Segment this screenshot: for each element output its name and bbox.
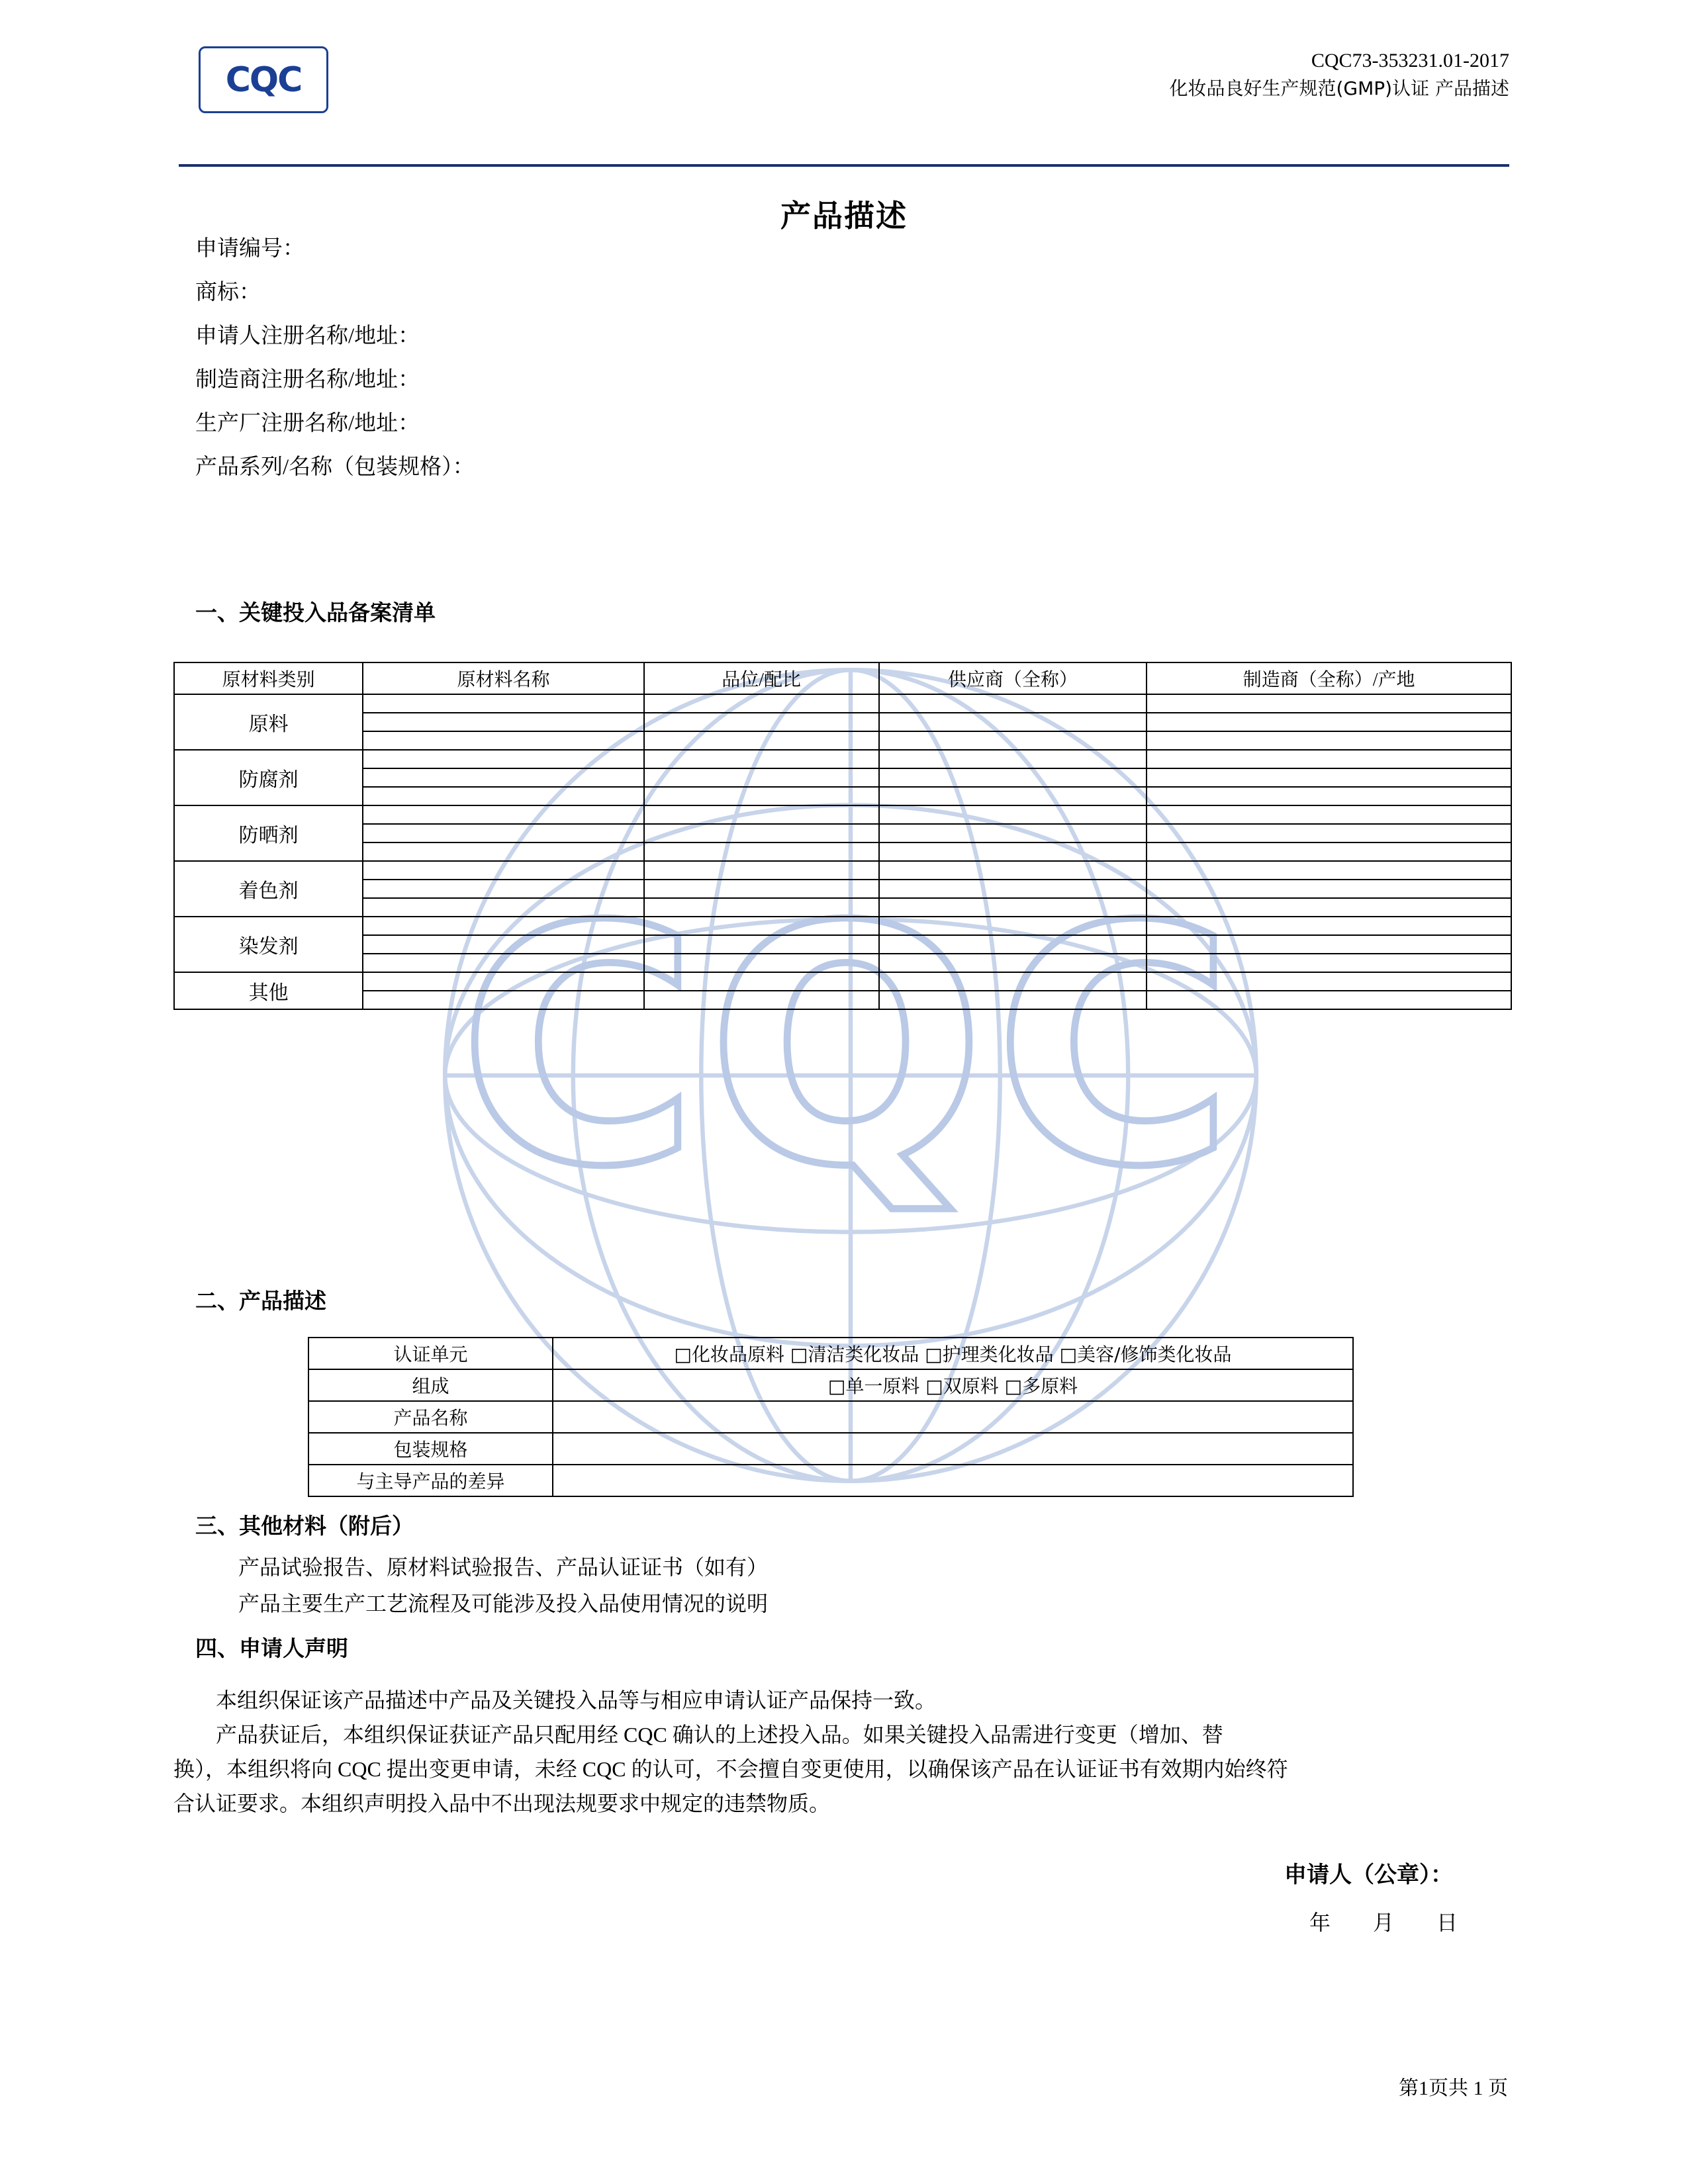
cell-grade-ratio[interactable] bbox=[644, 694, 879, 713]
cell-supplier[interactable] bbox=[879, 935, 1147, 954]
table-row bbox=[174, 917, 1511, 935]
value-certification-unit[interactable]: □化妆品原料 □清洁类化妆品 □护理类化妆品 □美容/修饰类化妆品 bbox=[553, 1338, 1353, 1369]
label-composition: 组成 bbox=[308, 1369, 553, 1401]
cell-manufacturer[interactable] bbox=[1147, 880, 1511, 898]
cell-manufacturer[interactable] bbox=[1147, 694, 1511, 713]
cell-grade-ratio[interactable] bbox=[644, 787, 879, 805]
cell-grade-ratio[interactable] bbox=[644, 972, 879, 991]
table-row bbox=[308, 1338, 1353, 1369]
cell-grade-ratio[interactable] bbox=[644, 731, 879, 750]
label-difference-from-main-product: 与主导产品的差异 bbox=[308, 1465, 553, 1496]
table-row bbox=[174, 694, 1511, 713]
document-subtitle: 化妆品良好生产规范(GMP)认证 产品描述 bbox=[1169, 77, 1509, 99]
table-row bbox=[174, 880, 1511, 898]
section-heading-4: 四、申请人声明 bbox=[195, 1635, 348, 1661]
cell-manufacturer[interactable] bbox=[1147, 805, 1511, 824]
cell-grade-ratio[interactable] bbox=[644, 750, 879, 768]
cell-material-name[interactable] bbox=[363, 935, 643, 954]
cell-grade-ratio[interactable] bbox=[644, 861, 879, 880]
cell-material-name[interactable] bbox=[363, 842, 643, 861]
material-item-1: 产品试验报告、原材料试验报告、产品认证证书（如有） bbox=[238, 1555, 769, 1579]
cell-manufacturer[interactable] bbox=[1147, 824, 1511, 842]
cell-grade-ratio[interactable] bbox=[644, 935, 879, 954]
cell-manufacturer[interactable] bbox=[1147, 935, 1511, 954]
field-trademark: 商标： bbox=[195, 281, 261, 304]
cell-supplier[interactable] bbox=[879, 898, 1147, 917]
date-line: 年 月 日 bbox=[1309, 1911, 1476, 1934]
cell-supplier[interactable] bbox=[879, 972, 1147, 991]
table-row bbox=[174, 731, 1511, 750]
cell-supplier[interactable] bbox=[879, 750, 1147, 768]
value-composition[interactable]: □单一原料 □双原料 □多原料 bbox=[553, 1369, 1353, 1401]
col-header-grade-ratio: 品位/配比 bbox=[644, 662, 879, 694]
cell-grade-ratio[interactable] bbox=[644, 713, 879, 731]
table-row bbox=[308, 1465, 1353, 1496]
table-row bbox=[174, 991, 1511, 1009]
col-header-manufacturer-origin: 制造商（全称）/产地 bbox=[1147, 662, 1511, 694]
header-divider bbox=[179, 164, 1509, 167]
col-header-material-category: 原材料类别 bbox=[174, 662, 363, 694]
cell-supplier[interactable] bbox=[879, 805, 1147, 824]
svg-text:CQC: CQC bbox=[458, 857, 1243, 1238]
cell-material-name[interactable] bbox=[363, 824, 643, 842]
col-header-material-name: 原材料名称 bbox=[363, 662, 643, 694]
cell-supplier[interactable] bbox=[879, 824, 1147, 842]
category-cell-preservative: 防腐剂 bbox=[174, 750, 363, 805]
category-cell-other: 其他 bbox=[174, 972, 363, 1009]
table-row bbox=[174, 972, 1511, 991]
cell-material-name[interactable] bbox=[363, 731, 643, 750]
cell-manufacturer[interactable] bbox=[1147, 972, 1511, 991]
table-row bbox=[308, 1401, 1353, 1433]
table-row bbox=[174, 713, 1511, 731]
cell-manufacturer[interactable] bbox=[1147, 731, 1511, 750]
table-row bbox=[174, 824, 1511, 842]
section-heading-3: 三、其他材料（附后） bbox=[195, 1513, 414, 1539]
field-application-number: 申请编号： bbox=[195, 237, 305, 261]
value-product-name[interactable] bbox=[553, 1401, 1353, 1433]
cell-supplier[interactable] bbox=[879, 787, 1147, 805]
cell-grade-ratio[interactable] bbox=[644, 805, 879, 824]
table-row bbox=[174, 954, 1511, 972]
cell-grade-ratio[interactable] bbox=[644, 880, 879, 898]
table-row bbox=[174, 787, 1511, 805]
declaration-paragraph-2: 产品获证后，本组织保证获证产品只配用经 CQC 确认的上述投入品。如果关键投入品需进行变更（增加、替 bbox=[216, 1723, 1223, 1747]
cell-material-name[interactable] bbox=[363, 805, 643, 824]
category-cell-raw-material: 原料 bbox=[174, 694, 363, 750]
cell-supplier[interactable] bbox=[879, 991, 1147, 1009]
cell-manufacturer[interactable] bbox=[1147, 954, 1511, 972]
cell-supplier[interactable] bbox=[879, 768, 1147, 787]
material-item-2: 产品主要生产工艺流程及可能涉及投入品使用情况的说明 bbox=[238, 1592, 769, 1615]
page-title: 产品描述 bbox=[780, 198, 908, 234]
category-cell-hair-dye: 染发剂 bbox=[174, 917, 363, 972]
declaration-paragraph-1: 本组织保证该产品描述中产品及关键投入品等与相应申请认证产品保持一致。 bbox=[216, 1688, 937, 1712]
field-manufacturer-name-address: 制造商注册名称/地址： bbox=[195, 368, 420, 392]
value-package-spec[interactable] bbox=[553, 1433, 1353, 1465]
cell-manufacturer[interactable] bbox=[1147, 991, 1511, 1009]
cell-material-name[interactable] bbox=[363, 750, 643, 768]
cell-manufacturer[interactable] bbox=[1147, 768, 1511, 787]
cell-supplier[interactable] bbox=[879, 954, 1147, 972]
cell-material-name[interactable] bbox=[363, 713, 643, 731]
cell-grade-ratio[interactable] bbox=[644, 768, 879, 787]
cell-grade-ratio[interactable] bbox=[644, 842, 879, 861]
cell-manufacturer[interactable] bbox=[1147, 842, 1511, 861]
cell-grade-ratio[interactable] bbox=[644, 991, 879, 1009]
cell-supplier[interactable] bbox=[879, 694, 1147, 713]
key-inputs-table bbox=[173, 662, 1512, 1010]
product-description-table bbox=[308, 1337, 1354, 1497]
cell-supplier[interactable] bbox=[879, 731, 1147, 750]
document-code: CQC73-353231.01-2017 bbox=[1311, 50, 1509, 71]
table-row bbox=[174, 935, 1511, 954]
table-row bbox=[174, 842, 1511, 861]
cell-material-name[interactable] bbox=[363, 694, 643, 713]
section-heading-1: 一、关键投入品备案清单 bbox=[195, 600, 436, 625]
table-header-row bbox=[174, 662, 1511, 694]
cell-grade-ratio[interactable] bbox=[644, 917, 879, 935]
cell-material-name[interactable] bbox=[363, 954, 643, 972]
cell-manufacturer[interactable] bbox=[1147, 787, 1511, 805]
cell-supplier[interactable] bbox=[879, 880, 1147, 898]
page-header bbox=[179, 32, 1509, 138]
cell-manufacturer[interactable] bbox=[1147, 861, 1511, 880]
field-product-series-name: 产品系列/名称（包装规格）： bbox=[195, 455, 475, 479]
cell-manufacturer[interactable] bbox=[1147, 750, 1511, 768]
header-text-block bbox=[1170, 46, 1510, 102]
table-row bbox=[174, 805, 1511, 824]
table-row bbox=[174, 750, 1511, 768]
table-row bbox=[308, 1433, 1353, 1465]
cell-material-name[interactable] bbox=[363, 768, 643, 787]
col-header-supplier: 供应商（全称） bbox=[879, 662, 1147, 694]
page-footer: 第1页共 1 页 bbox=[1399, 2077, 1508, 2099]
applicant-fields bbox=[195, 238, 1387, 500]
cell-supplier[interactable] bbox=[879, 713, 1147, 731]
value-difference-from-main-product[interactable] bbox=[553, 1465, 1353, 1496]
field-factory-name-address: 生产厂注册名称/地址： bbox=[195, 412, 420, 435]
section-heading-2: 二、产品描述 bbox=[195, 1288, 326, 1314]
cell-material-name[interactable] bbox=[363, 917, 643, 935]
cell-material-name[interactable] bbox=[363, 898, 643, 917]
cell-supplier[interactable] bbox=[879, 861, 1147, 880]
label-certification-unit: 认证单元 bbox=[308, 1338, 553, 1369]
cell-grade-ratio[interactable] bbox=[644, 898, 879, 917]
declaration-paragraph-4: 合认证要求。本组织声明投入品中不出现法规要求中规定的违禁物质。 bbox=[173, 1792, 831, 1815]
cell-manufacturer[interactable] bbox=[1147, 917, 1511, 935]
cell-supplier[interactable] bbox=[879, 842, 1147, 861]
cell-material-name[interactable] bbox=[363, 861, 643, 880]
declaration-block bbox=[173, 1684, 1512, 1822]
table-row bbox=[174, 898, 1511, 917]
declaration-paragraph-3: 换），本组织将向 CQC 提出变更申请，未经 CQC 的认可，不会擅自变更使用，以确保该产品在认证证书有效期内始终符 bbox=[173, 1757, 1288, 1781]
logo-text: CQC bbox=[225, 60, 302, 100]
table-row bbox=[174, 861, 1511, 880]
cell-material-name[interactable] bbox=[363, 972, 643, 991]
cell-material-name[interactable] bbox=[363, 787, 643, 805]
category-cell-colorant: 着色剂 bbox=[174, 861, 363, 917]
category-cell-sunscreen: 防晒剂 bbox=[174, 805, 363, 861]
signature-label: 申请人（公章）： bbox=[1284, 1862, 1453, 1888]
cell-material-name[interactable] bbox=[363, 991, 643, 1009]
cell-grade-ratio[interactable] bbox=[644, 824, 879, 842]
table-row bbox=[174, 768, 1511, 787]
cqc-logo bbox=[199, 46, 328, 113]
cell-supplier[interactable] bbox=[879, 917, 1147, 935]
cell-grade-ratio[interactable] bbox=[644, 954, 879, 972]
field-applicant-name-address: 申请人注册名称/地址： bbox=[195, 324, 420, 348]
cell-manufacturer[interactable] bbox=[1147, 713, 1511, 731]
label-package-spec: 包装规格 bbox=[308, 1433, 553, 1465]
cell-manufacturer[interactable] bbox=[1147, 898, 1511, 917]
cell-material-name[interactable] bbox=[363, 880, 643, 898]
label-product-name: 产品名称 bbox=[308, 1401, 553, 1433]
table-row bbox=[308, 1369, 1353, 1401]
